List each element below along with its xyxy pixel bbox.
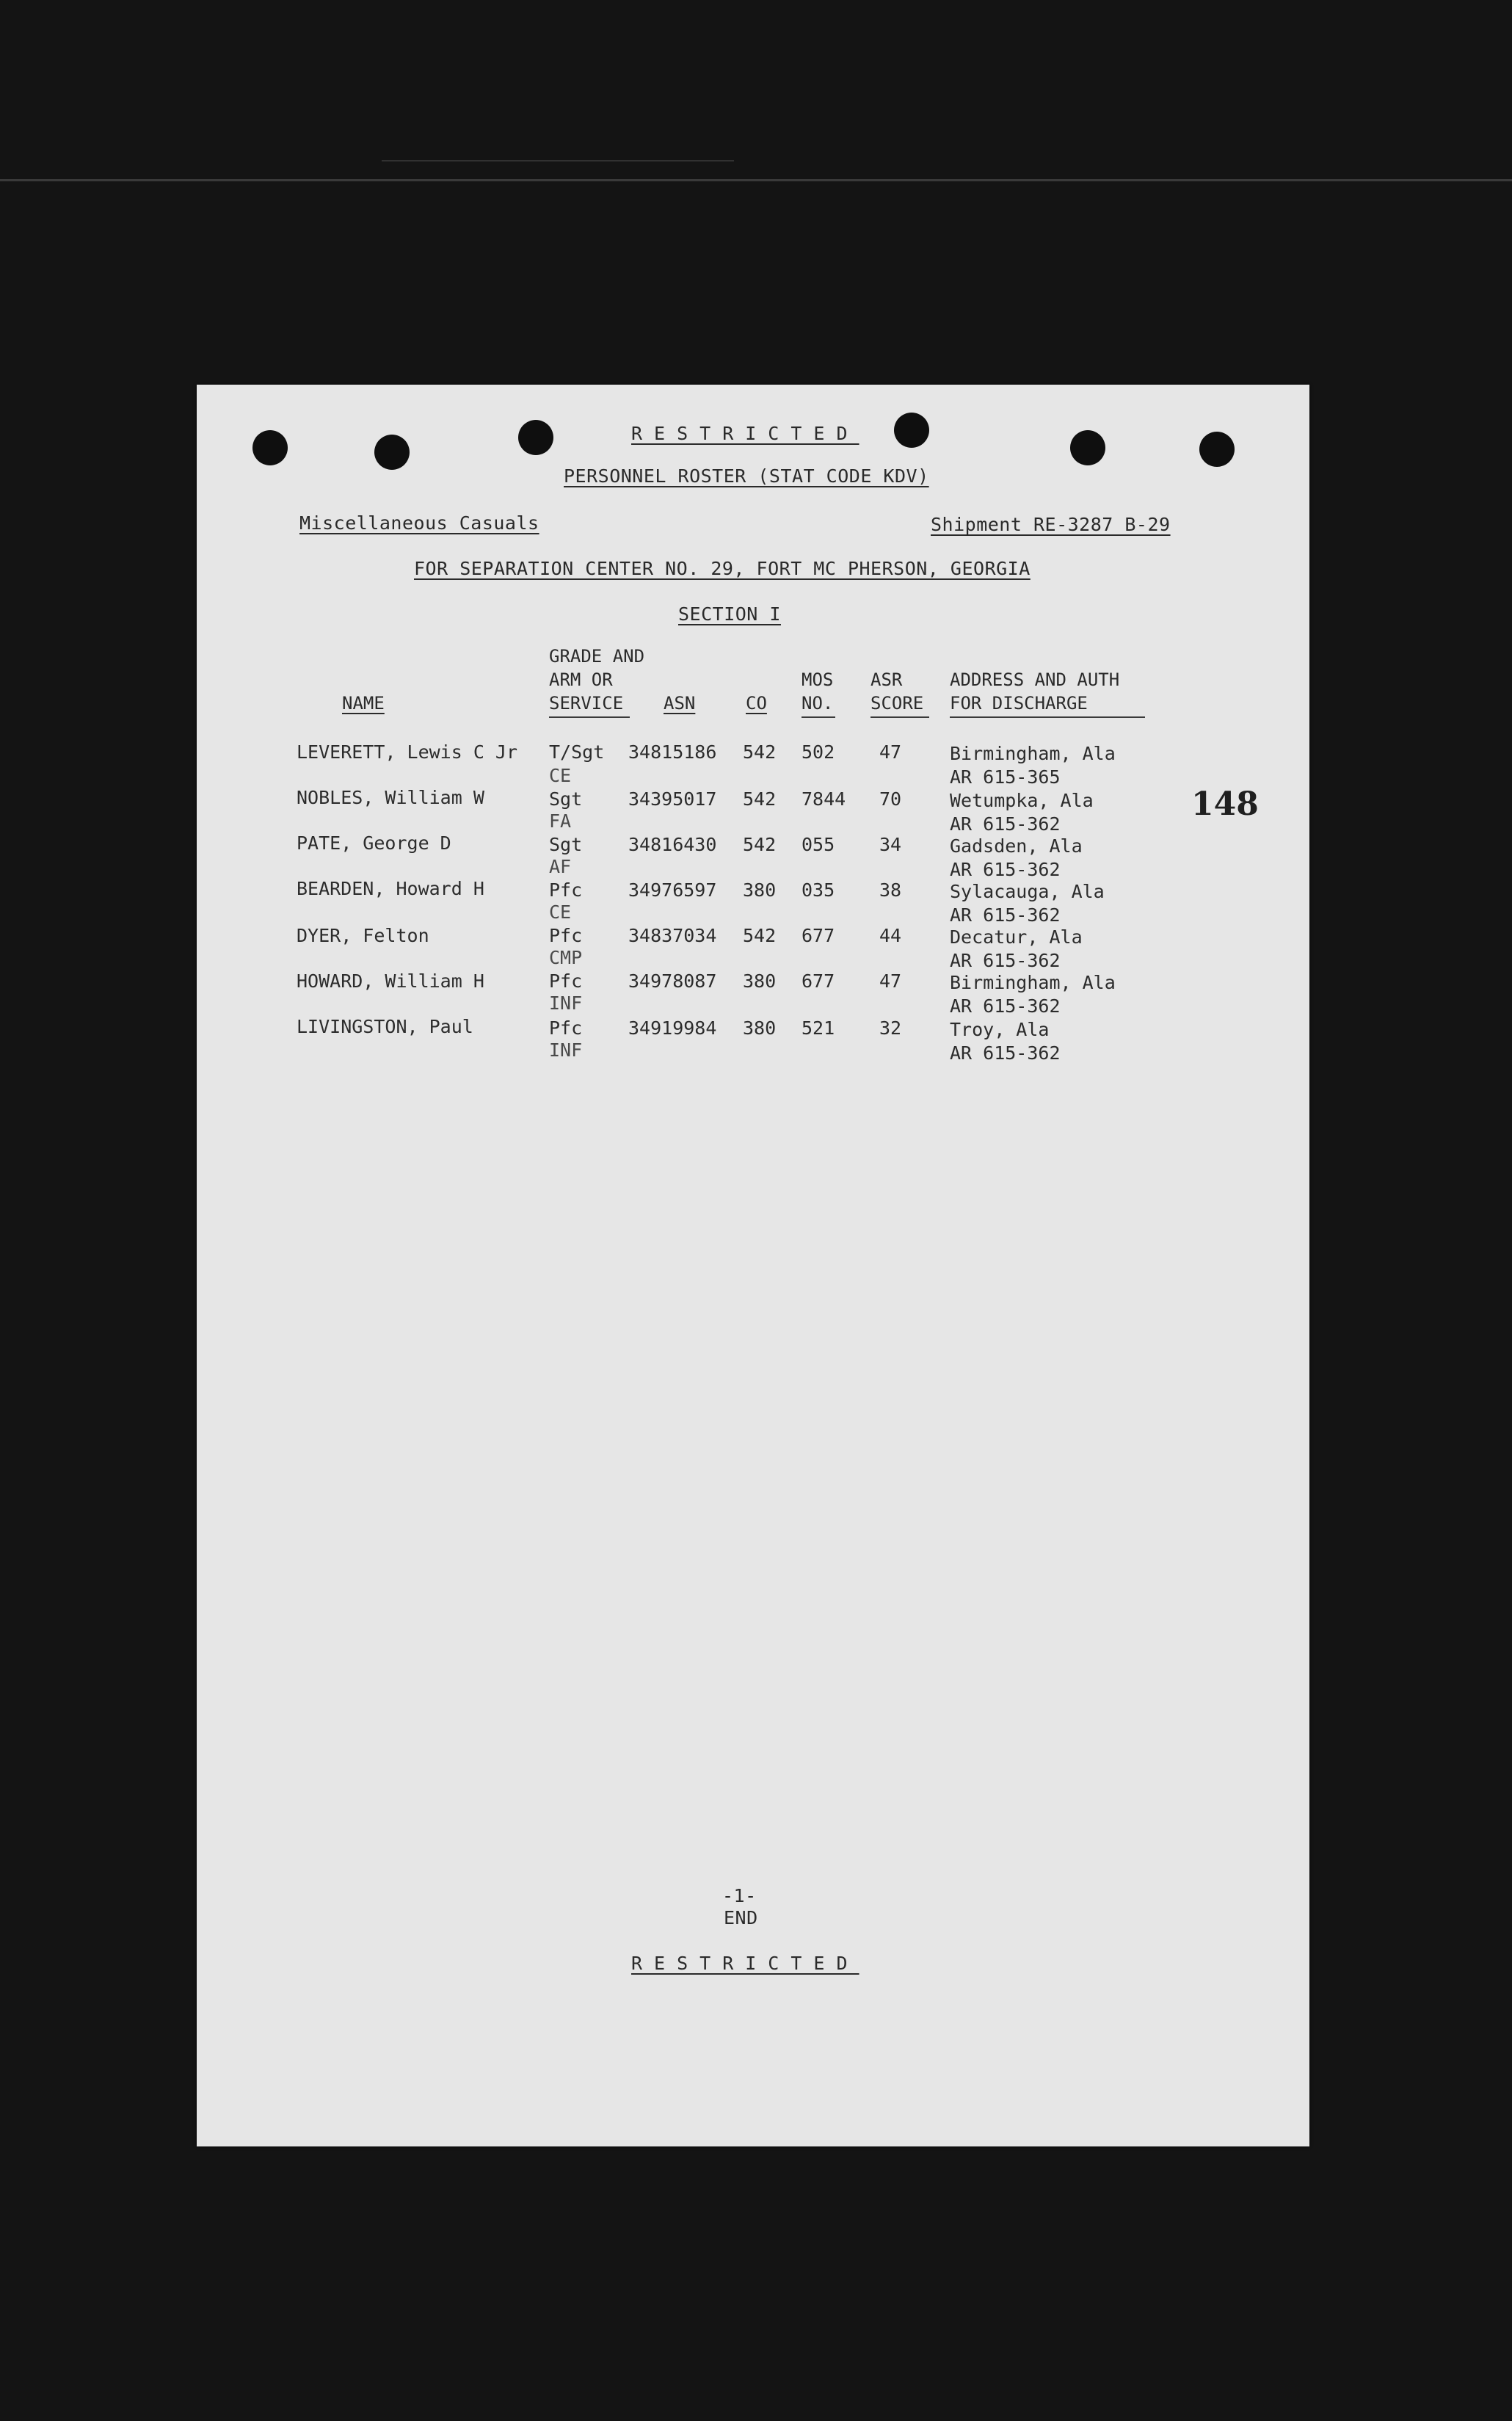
classification-top: RESTRICTED xyxy=(631,423,859,444)
row-grade: Pfc xyxy=(549,879,583,901)
col-header-mos: MOS NO. xyxy=(802,669,834,714)
row-co: 380 xyxy=(743,879,777,901)
row-asn: 34978087 xyxy=(628,970,717,992)
scan-artifact-line xyxy=(382,160,734,161)
row-asr: 32 xyxy=(879,1017,902,1039)
row-auth: AR 615-362 xyxy=(950,950,1061,971)
punch-hole xyxy=(894,413,929,448)
row-auth: AR 615-362 xyxy=(950,813,1061,835)
document-page xyxy=(197,385,1309,2146)
row-asn: 34919984 xyxy=(628,1017,717,1039)
row-auth: AR 615-362 xyxy=(950,904,1061,926)
shipment-number: Shipment RE-3287 B-29 xyxy=(931,514,1171,535)
row-co: 380 xyxy=(743,970,777,992)
row-address: Troy, Ala xyxy=(950,1019,1050,1040)
row-asr: 70 xyxy=(879,788,902,810)
col-header-asr: ASR SCORE xyxy=(871,669,924,714)
row-mos: 502 xyxy=(802,741,835,763)
row-grade: Sgt xyxy=(549,834,583,855)
punch-hole xyxy=(1199,432,1235,467)
row-name: LIVINGSTON, Paul xyxy=(297,1016,473,1037)
col-header-asn: ASN xyxy=(664,693,696,714)
row-co: 542 xyxy=(743,741,777,763)
col-header-underline xyxy=(802,716,835,718)
row-mos: 7844 xyxy=(802,788,846,810)
row-name: LEVERETT, Lewis C Jr xyxy=(297,741,518,763)
row-address: Gadsden, Ala xyxy=(950,835,1083,857)
row-address: Birmingham, Ala xyxy=(950,972,1116,993)
row-co: 542 xyxy=(743,788,777,810)
row-grade: Pfc xyxy=(549,925,583,946)
row-arm: CE xyxy=(549,901,572,923)
row-name: BEARDEN, Howard H xyxy=(297,878,484,899)
row-asn: 34815186 xyxy=(628,741,717,763)
row-address: Wetumpka, Ala xyxy=(950,790,1094,811)
punch-hole xyxy=(374,435,410,470)
row-name: NOBLES, William W xyxy=(297,787,484,808)
col-header-address: ADDRESS AND AUTH FOR DISCHARGE xyxy=(950,669,1120,714)
scan-artifact-line xyxy=(0,179,1512,181)
col-header-underline xyxy=(549,716,630,718)
classification-bottom: RESTRICTED xyxy=(631,1953,859,1974)
row-mos: 521 xyxy=(802,1017,835,1039)
roster-title: PERSONNEL ROSTER (STAT CODE KDV) xyxy=(564,465,929,487)
col-header-name: NAME xyxy=(342,693,385,714)
col-header-co: CO xyxy=(746,693,767,714)
row-arm: INF xyxy=(549,992,583,1014)
row-co: 380 xyxy=(743,1017,777,1039)
col-header-grade: GRADE AND ARM OR SERVICE xyxy=(549,646,645,714)
punch-hole xyxy=(252,430,288,465)
row-asn: 34976597 xyxy=(628,879,717,901)
row-address: Birmingham, Ala xyxy=(950,743,1116,764)
row-asn: 34395017 xyxy=(628,788,717,810)
row-asr: 34 xyxy=(879,834,902,855)
row-auth: AR 615-362 xyxy=(950,859,1061,880)
row-asr: 38 xyxy=(879,879,902,901)
row-auth: AR 615-365 xyxy=(950,766,1061,788)
end-marker: END xyxy=(724,1907,758,1928)
row-co: 542 xyxy=(743,925,777,946)
row-address: Decatur, Ala xyxy=(950,926,1083,948)
punch-hole xyxy=(1070,430,1105,465)
page-number: -1- xyxy=(722,1885,757,1906)
col-header-underline xyxy=(871,716,929,718)
page-stamp-number: 148 xyxy=(1191,785,1259,823)
unit-name: Miscellaneous Casuals xyxy=(299,512,539,534)
punch-hole xyxy=(518,420,553,455)
row-asr: 47 xyxy=(879,741,902,763)
row-grade: Pfc xyxy=(549,970,583,992)
row-name: PATE, George D xyxy=(297,832,451,854)
row-auth: AR 615-362 xyxy=(950,1042,1061,1064)
col-header-underline xyxy=(950,716,1145,718)
row-address: Sylacauga, Ala xyxy=(950,881,1105,902)
row-arm: AF xyxy=(549,856,572,877)
row-co: 542 xyxy=(743,834,777,855)
row-arm: INF xyxy=(549,1039,583,1061)
row-mos: 035 xyxy=(802,879,835,901)
row-grade: T/Sgt xyxy=(549,741,605,763)
section-title: SECTION I xyxy=(678,603,781,625)
row-arm: CMP xyxy=(549,947,583,968)
row-mos: 677 xyxy=(802,925,835,946)
row-arm: CE xyxy=(549,765,572,786)
row-asn: 34816430 xyxy=(628,834,717,855)
row-asr: 47 xyxy=(879,970,902,992)
row-asn: 34837034 xyxy=(628,925,717,946)
row-name: DYER, Felton xyxy=(297,925,429,946)
row-mos: 055 xyxy=(802,834,835,855)
row-grade: Sgt xyxy=(549,788,583,810)
row-auth: AR 615-362 xyxy=(950,995,1061,1017)
row-asr: 44 xyxy=(879,925,902,946)
destination-line: FOR SEPARATION CENTER NO. 29, FORT MC PHERSON, GEORGIA xyxy=(414,558,1031,579)
row-grade: Pfc xyxy=(549,1017,583,1039)
row-mos: 677 xyxy=(802,970,835,992)
row-name: HOWARD, William H xyxy=(297,970,484,992)
row-arm: FA xyxy=(549,810,572,832)
